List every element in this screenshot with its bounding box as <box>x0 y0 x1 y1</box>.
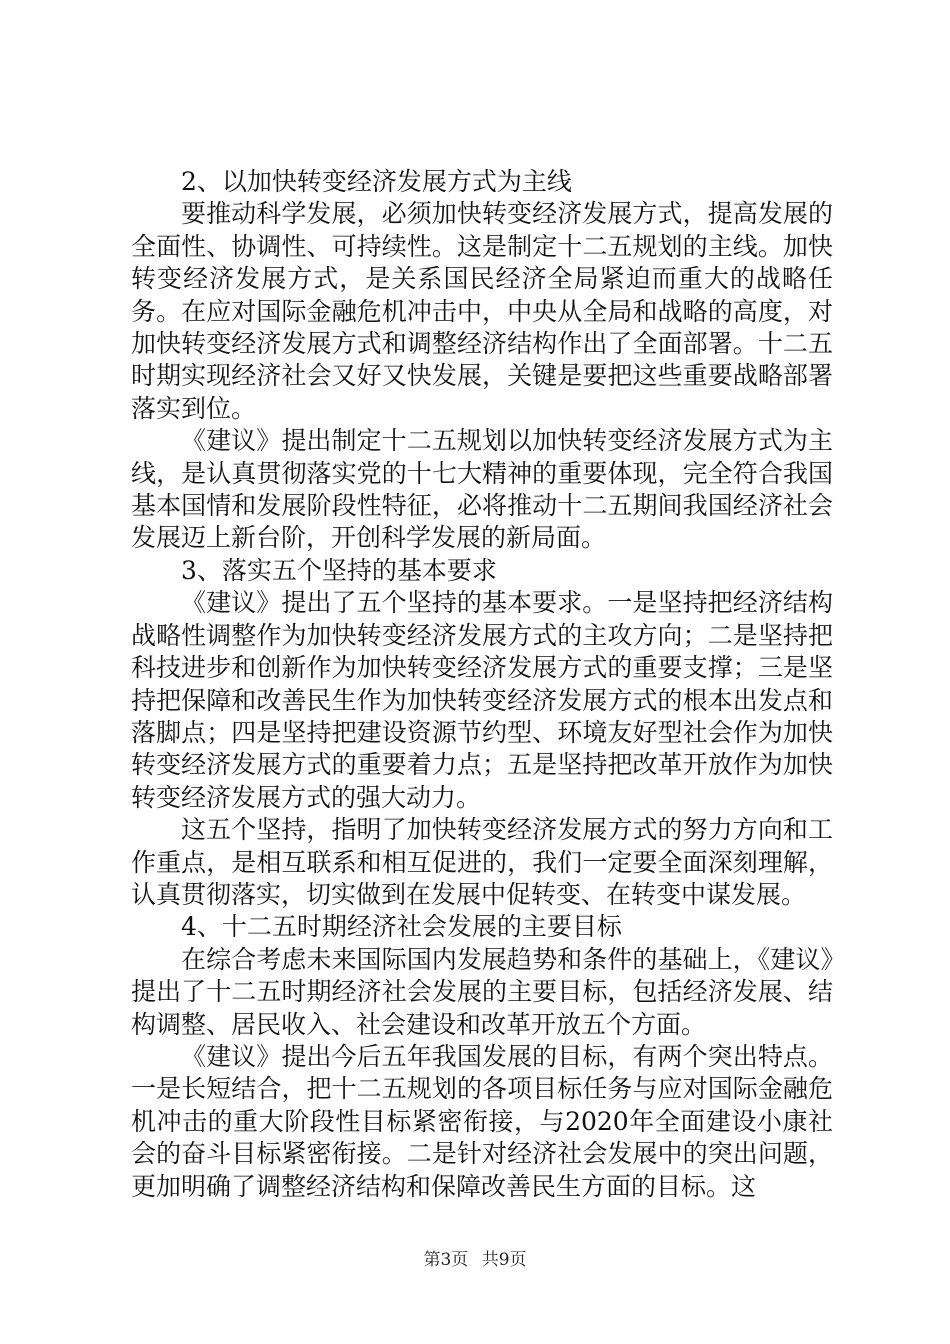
section-heading: 3、落实五个坚持的基本要求 <box>181 555 497 585</box>
section-heading: 4、十二五时期经济社会发展的主要目标 <box>181 912 622 942</box>
paragraph: 《建议》提出今后五年我国发展的目标，有两个突出特点。一是长短结合，把十二五规划的各项目标任务与应对国际金融危机冲击的重大阶段性目标紧密衔接，与2020年全面建设小康社会的奋斗目标紧密衔接。二是针对经济社会发展中的突出问题，更加明确了调整经济结构和保障改善民生方面的目标。这 <box>131 1041 833 1201</box>
paragraph: 《建议》提出制定十二五规划以加快转变经济发展方式为主线，是认真贯彻落实党的十七大精神的重要体现，完全符合我国基本国情和发展阶段性特征，必将推动十二五期间我国经济社会发展迈上新台阶，开创科学发展的新局面。 <box>131 426 833 553</box>
section-heading: 2、以加快转变经济发展方式为主线 <box>181 167 572 196</box>
paragraph: 这五个坚持，指明了加快转变经济发展方式的努力方向和工作重点，是相互联系和相互促进的，我们一定要全面深刻理解，认真贯彻落实，切实做到在发展中促转变、在转变中谋发展。 <box>131 815 833 909</box>
page-total: 共9页 <box>481 1250 527 1270</box>
paragraph: 要推动科学发展，必须加快转变经济发展方式，提高发展的全面性、协调性、可持续性。这是制定十二五规划的主线。加快转变经济发展方式，是关系国民经济全局紧迫而重大的战略任务。在应对国际金融危机冲击中，中央从全局和战略的高度，对加快转变经济发展方式和调整经济结构作出了全面部署。十二五时期实现经济社会又好又快发展，关键是要把这些重要战略部署落实到位。 <box>131 199 833 423</box>
paragraph: 在综合考虑未来国际国内发展趋势和条件的基础上，《建议》提出了十二五时期经济社会发展的主要目标，包括经济发展、结构调整、居民收入、社会建设和改革开放五个方面。 <box>131 944 833 1039</box>
paragraph: 《建议》提出了五个坚持的基本要求。一是坚持把经济结构战略性调整作为加快转变经济发展方式的主攻方向；二是坚持把科技进步和创新作为加快转变经济发展方式的重要支撑；三是坚持把保障和改善民生作为加快转变经济发展方式的根本出发点和落脚点；四是坚持把建设资源节约型、环境友好型社会作为加快转变经济发展方式的重要着力点；五是坚持把改革开放作为加快转变经济发展方式的强大动力。 <box>131 588 833 812</box>
document-body <box>131 166 833 1203</box>
page-number: 第3页 <box>423 1250 469 1270</box>
page-footer <box>0 1245 950 1270</box>
